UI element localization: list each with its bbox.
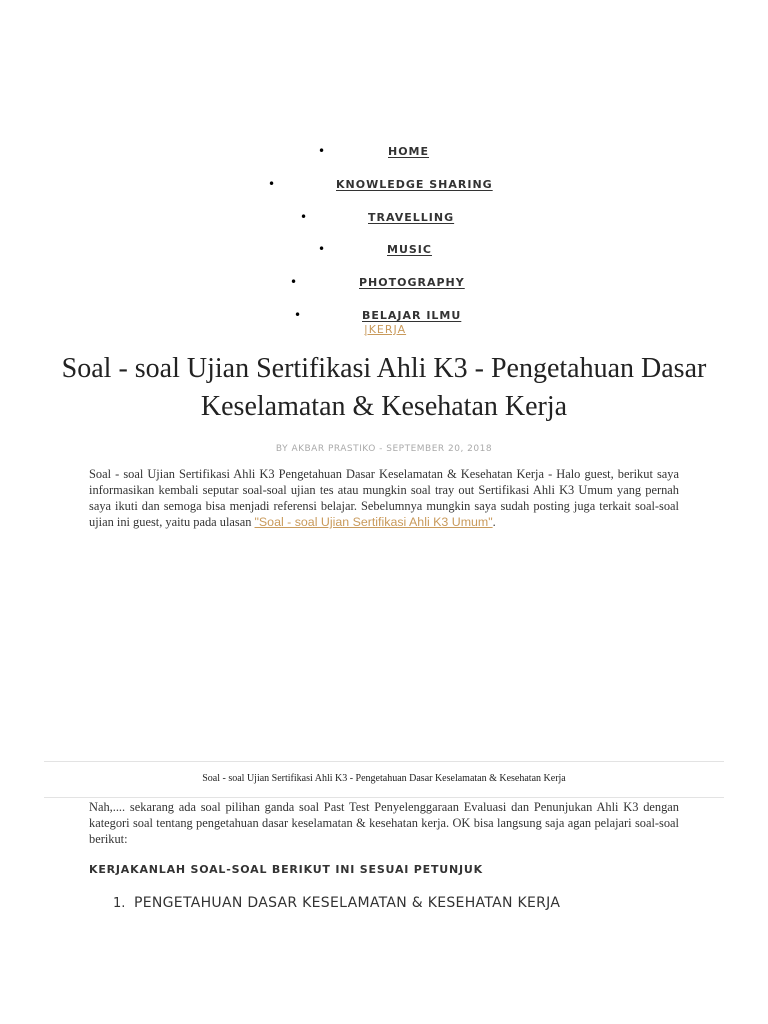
nav-link-belajar-ilmu[interactable]: BELAJAR ILMU [362, 309, 462, 322]
list-item-number: 1. [113, 896, 126, 911]
bullet-icon: • [300, 210, 308, 224]
post-title: Soal - soal Ujian Sertifikasi Ahli K3 - Pengetahuan Dasar Keselamatan & Kesehatan Kerja [61, 353, 707, 422]
post-intro [89, 466, 679, 530]
image-caption: Soal - soal Ujian Sertifikasi Ahli K3 - Pengetahuan Dasar Keselamatan & Kesehatan Kerja [202, 773, 566, 784]
nav-item-music [0, 240, 768, 260]
bullet-icon: • [318, 144, 326, 158]
post-body-paragraph: Nah,.... sekarang ada soal pilihan ganda soal Past Test Penyelenggaraan Evaluasi dan Penunjukan Ahli K3 dengan kategori soal tentang pengetahuan dasar keselamatan & kesehatan kerja. OK bisa langsung saja agan pelajari soal-soal berikut: [89, 800, 679, 846]
list-item-text: PENGETAHUAN DASAR KESELAMATAN & KESEHATAN KERJA [134, 895, 561, 911]
bullet-icon: • [294, 308, 302, 322]
nav-link-home[interactable]: HOME [388, 145, 430, 158]
intro-text: Soal - soal Ujian Sertifikasi Ahli K3 Pengetahuan Dasar Keselamatan & Kesehatan Kerja - Halo guest, berikut saya informasikan kembali seputar soal-soal ujian tes atau mungkin soal tray out Sertifikasi Ahli K3 Umum yang pernah saya ikuti dan semoga bisa menjadi referensi belajar. Sebelumnya mungkin saya sudah posting juga terkait soal-soal ujian ini guest, yaitu pada ulasan [89, 467, 679, 529]
post-byline: BY AKBAR PRASTIKO - SEPTEMBER 20, 2018 [275, 444, 493, 454]
bullet-icon: • [268, 177, 276, 191]
bullet-icon: • [290, 275, 298, 289]
nav-item-photography [0, 273, 768, 293]
caption-top-divider [44, 761, 724, 762]
nav-item-home [0, 142, 768, 162]
nav-link-photography[interactable]: PHOTOGRAPHY [359, 276, 465, 289]
nav-link-knowledge-sharing[interactable]: KNOWLEDGE SHARING [336, 178, 493, 191]
nav-link-travelling[interactable]: TRAVELLING [368, 211, 455, 224]
section-heading: KERJAKANLAH SOAL-SOAL BERIKUT INI SESUAI PETUNJUK [89, 863, 483, 876]
bullet-icon: • [318, 242, 326, 256]
nav-item-knowledge-sharing [0, 175, 768, 195]
intro-related-link[interactable]: "Soal - soal Ujian Sertifikasi Ahli K3 Umum" [254, 515, 493, 529]
category-link-kerja[interactable]: |KERJA [364, 323, 407, 336]
caption-bottom-divider [44, 797, 724, 798]
nav-link-music[interactable]: MUSIC [387, 243, 432, 256]
nav-item-travelling [0, 208, 768, 228]
intro-end: . [492, 515, 496, 529]
